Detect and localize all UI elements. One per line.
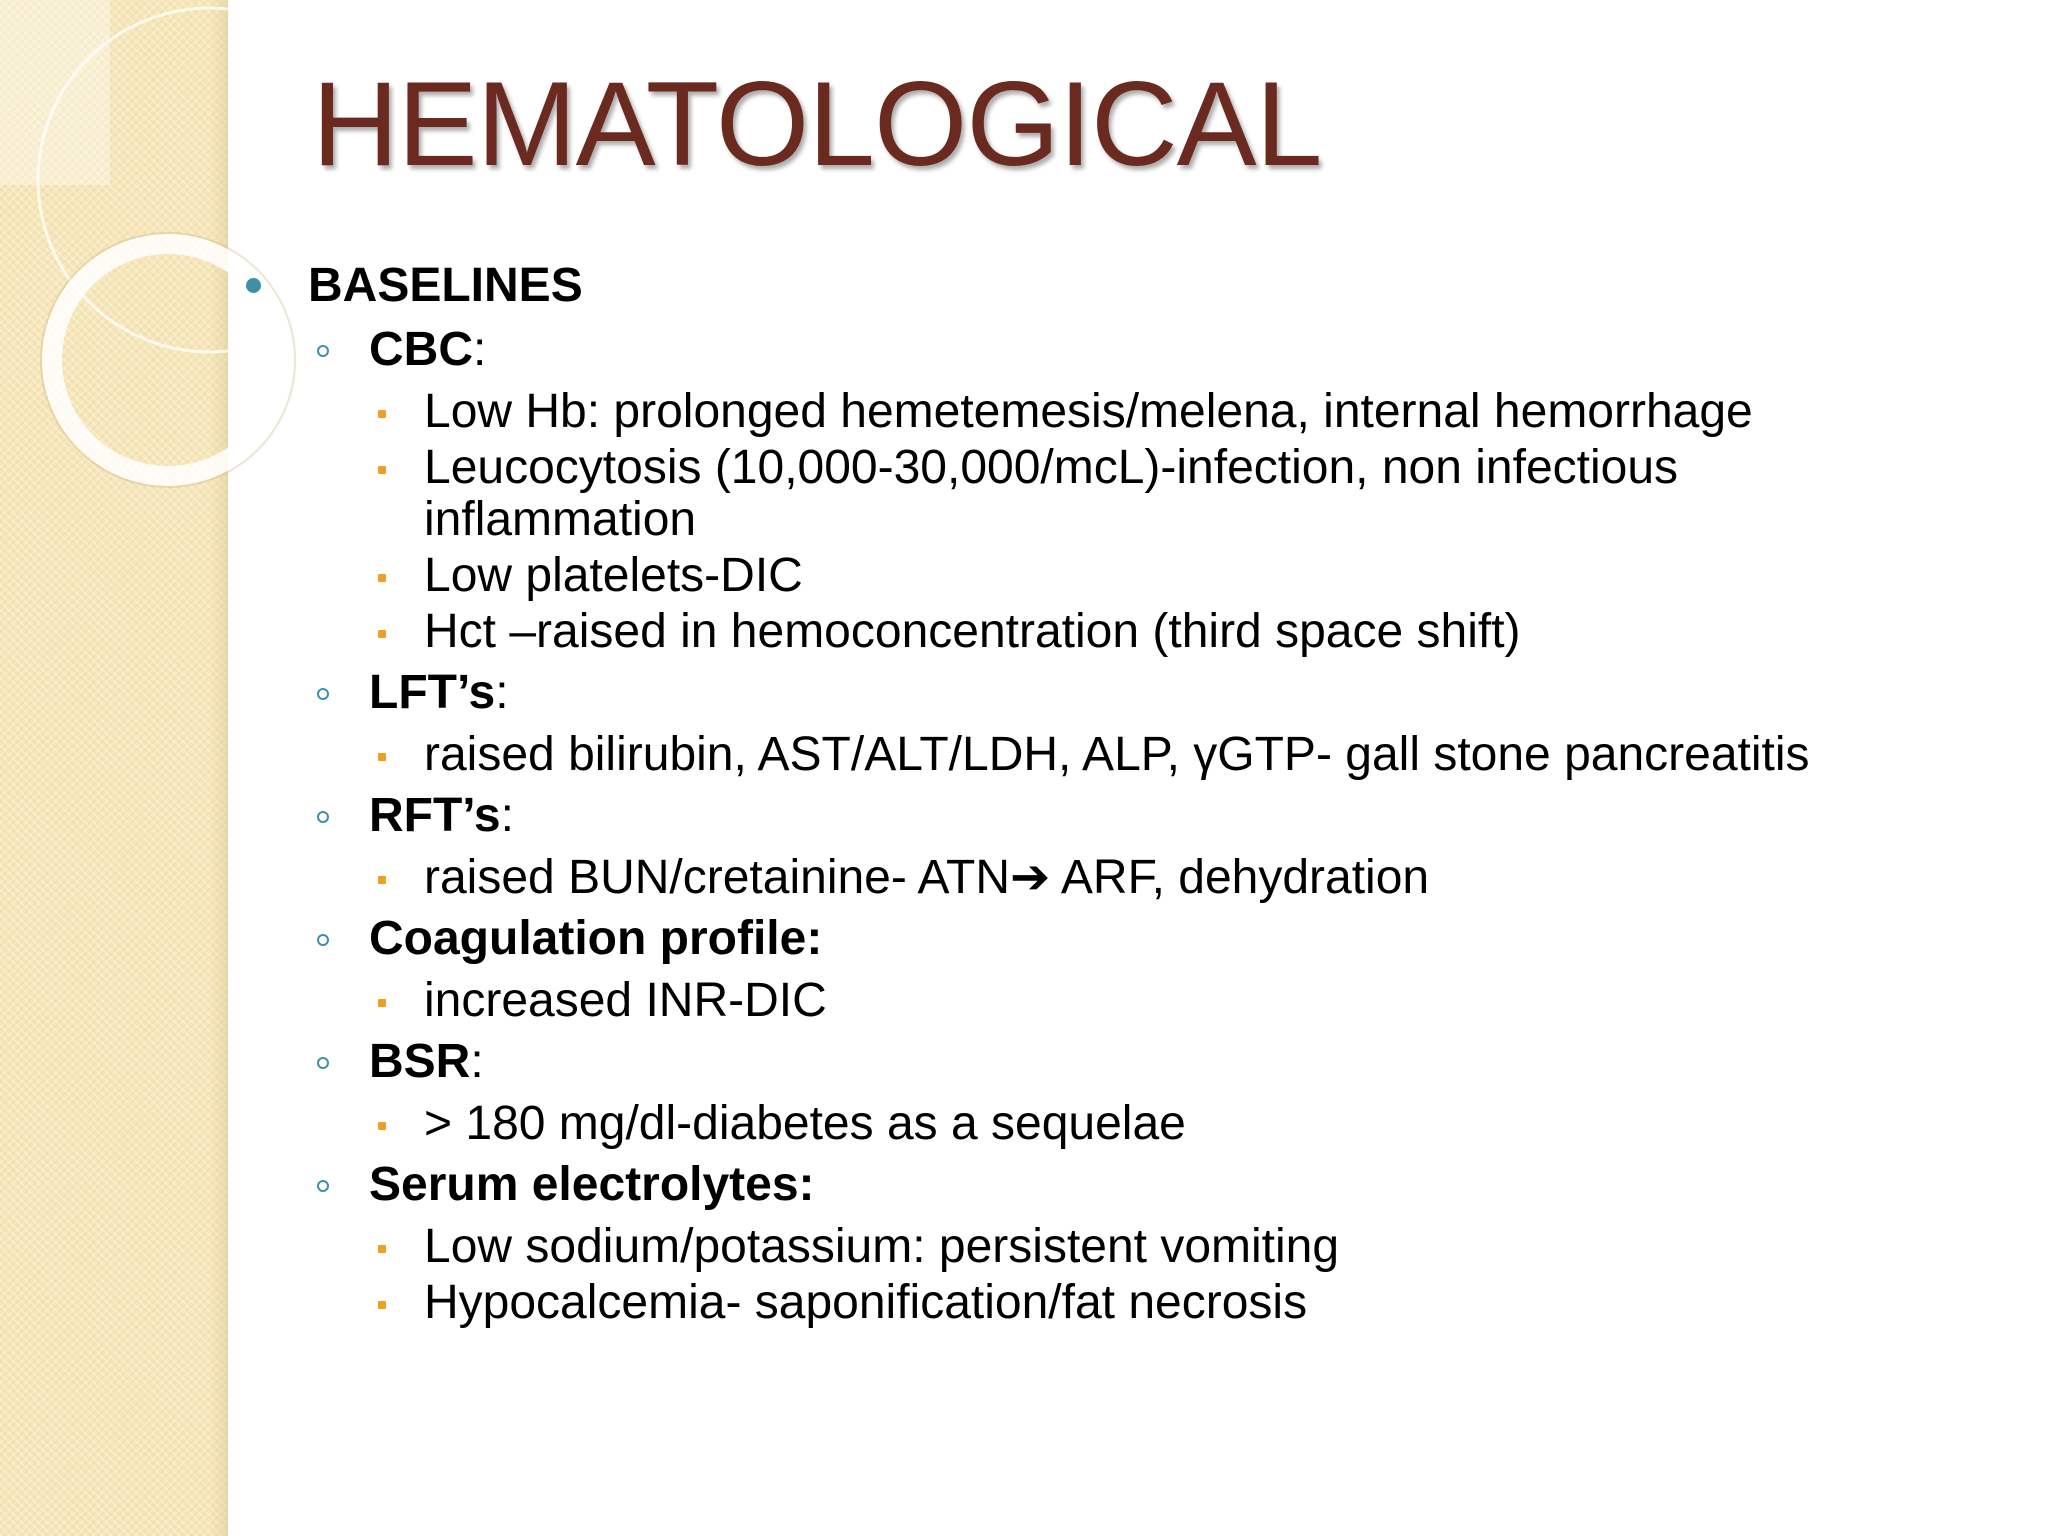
- section-bsr: [240, 1030, 2020, 1094]
- section-suffix: :: [500, 789, 514, 842]
- section-suffix: :: [495, 666, 509, 719]
- item-text: Hypocalcemia- saponification/fat necrosis: [424, 1276, 1308, 1329]
- item-text: increased INR-DIC: [424, 974, 827, 1027]
- ring-bullet-icon: [317, 1057, 329, 1069]
- item-text: raised bilirubin, AST/ALT/LDH, ALP, γGTP- gall stone pancreatitis: [424, 728, 1810, 781]
- item-text: raised BUN/cretainine- ATN➔ ARF, dehydration: [424, 851, 1430, 904]
- item-text: Hct –raised in hemoconcentration (third space shift): [424, 605, 1521, 658]
- section-label: LFT’s: [369, 666, 496, 719]
- section-coagulation: [240, 907, 2020, 971]
- square-bullet-icon: [378, 876, 386, 884]
- ring-bullet-icon: [317, 1180, 329, 1192]
- item-text: Low sodium/potassium: persistent vomiting: [424, 1220, 1340, 1273]
- section-suffix: :: [473, 323, 487, 376]
- section-suffix: :: [470, 1035, 484, 1088]
- item-text: Leucocytosis (10,000-30,000/mcL)-infection, non infectious inflammation: [424, 441, 1679, 546]
- ring-bullet-icon: [317, 688, 329, 700]
- square-bullet-icon: [378, 410, 386, 418]
- ring-bullet-icon: [317, 934, 329, 946]
- bullet-baselines: [240, 254, 2020, 318]
- square-bullet-icon: [378, 1122, 386, 1130]
- list-item: [240, 1221, 2020, 1273]
- square-bullet-icon: [378, 466, 386, 474]
- section-label: Coagulation profile:: [369, 912, 823, 965]
- list-item: [240, 442, 2020, 546]
- corner-highlight: [0, 0, 110, 185]
- list-item: [240, 852, 2020, 904]
- section-cbc: [240, 318, 2020, 382]
- slide-title: HEMATOLOGICAL: [312, 57, 1322, 191]
- list-item: [240, 606, 2020, 658]
- section-label: BSR: [369, 1035, 471, 1088]
- square-bullet-icon: [378, 1301, 386, 1309]
- section-label: CBC: [369, 323, 473, 376]
- section-rft: [240, 784, 2020, 848]
- item-text: Low Hb: prolonged hemetemesis/melena, internal hemorrhage: [424, 385, 1753, 438]
- section-serum-electrolytes: [240, 1153, 2020, 1217]
- item-text: > 180 mg/dl-diabetes as a sequelae: [424, 1097, 1186, 1150]
- section-lft: [240, 661, 2020, 725]
- list-item: [240, 386, 2020, 438]
- list-item: [240, 975, 2020, 1027]
- item-text: Low platelets-DIC: [424, 549, 803, 602]
- heading-baselines: BASELINES: [308, 259, 583, 312]
- square-bullet-icon: [378, 630, 386, 638]
- list-item: [240, 550, 2020, 602]
- section-label: RFT’s: [369, 789, 501, 842]
- teal-dot-bullet-icon: [246, 278, 261, 293]
- slide-content: [240, 254, 2020, 1332]
- list-item: [240, 1277, 2020, 1329]
- square-bullet-icon: [378, 574, 386, 582]
- list-item: [240, 729, 2020, 781]
- section-label: Serum electrolytes:: [369, 1158, 815, 1211]
- square-bullet-icon: [378, 753, 386, 761]
- square-bullet-icon: [378, 1245, 386, 1253]
- list-item: [240, 1098, 2020, 1150]
- ring-bullet-icon: [317, 345, 329, 357]
- square-bullet-icon: [378, 999, 386, 1007]
- ring-bullet-icon: [317, 811, 329, 823]
